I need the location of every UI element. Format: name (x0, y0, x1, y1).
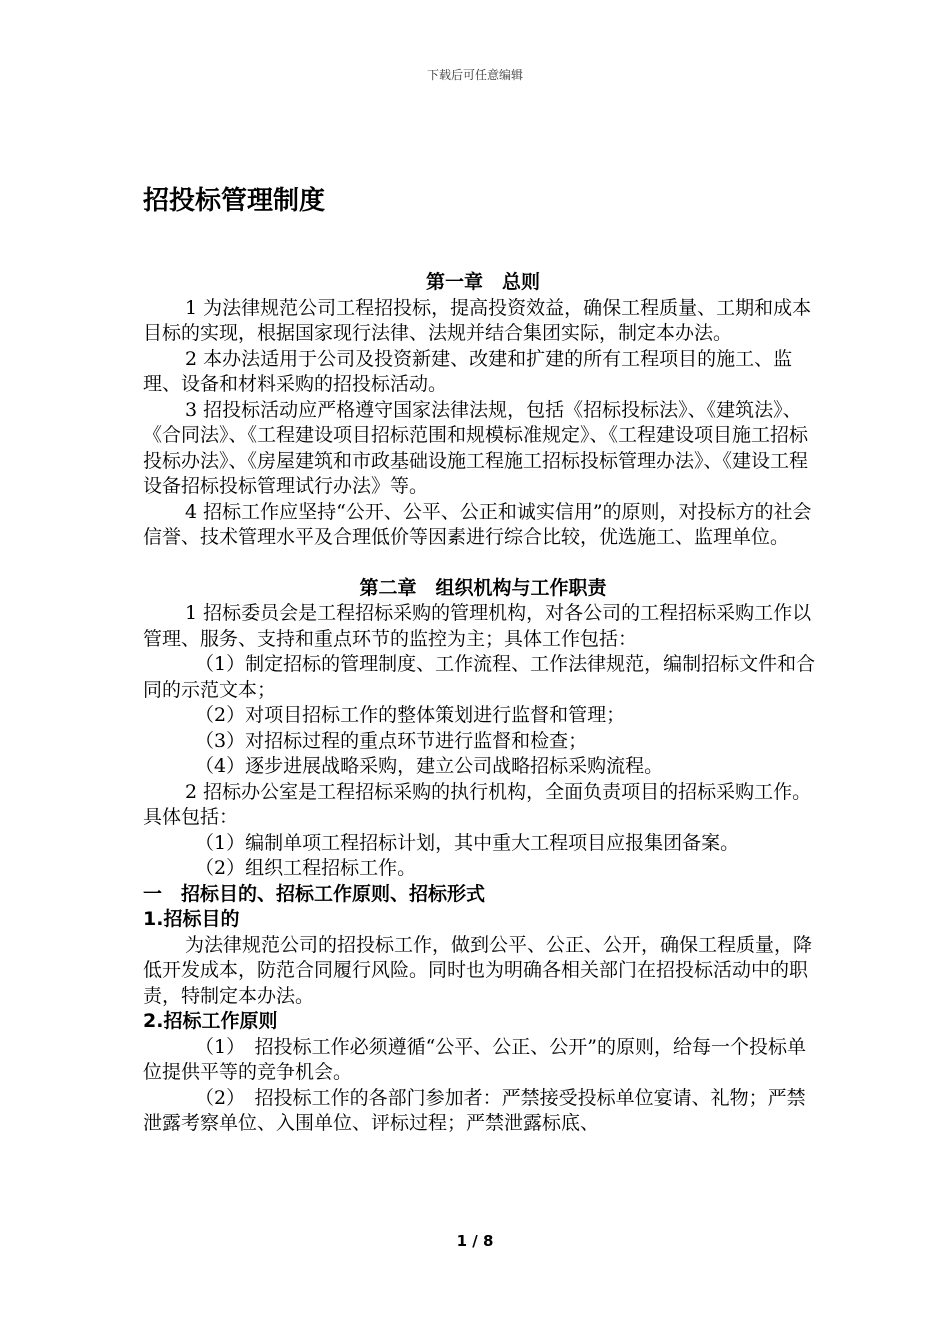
chapter-2-item-1-sub-4: （4）逐步进展战略采购，建立公司战略招标采购流程。 (195, 755, 664, 777)
header-note: 下载后可任意编辑 (426, 68, 523, 82)
page-number: 1 / 8 (456, 1232, 494, 1250)
section-1-sub-1-heading: 1.招标目的 (143, 908, 240, 930)
chapter-2-item-2-sub-1: （1）编制单项工程招标计划，其中重大工程项目应报集团备案。 (195, 831, 740, 854)
chapter-2-item-2: 2 招标办公室是工程招标采购的执行机构，全面负责项目的招标采购工作。具体包括： (143, 780, 812, 828)
chapter-1-heading: 第一章 总则 (425, 271, 540, 293)
document-title: 招投标管理制度 (143, 186, 326, 216)
chapter-1-item-1: 1 为法律规范公司工程招投标，提高投资效益，确保工程质量、工期和成本目标的实现，根据国家现行法律、法规并结合集团实际，制定本办法。 (143, 296, 812, 344)
section-1-sub-2-heading: 2.招标工作原则 (143, 1010, 278, 1032)
section-1-sub-2-item-2: （2） 招投标工作的各部门参加者：严禁接受投标单位宴请、礼物；严禁泄露考察单位、入围单位、评标过程；严禁泄露标底、 (143, 1086, 806, 1134)
section-1-sub-1-text: 为法律规范公司的招投标工作，做到公平、公正、公开，确保工程质量，降低开发成本，防范合同履行风险。同时也为明确各相关部门在招投标活动中的职责，特制定本办法。 (143, 933, 813, 1007)
chapter-2-item-1: 1 招标委员会是工程招标采购的管理机构，对各公司的工程招标采购工作以管理、服务、支持和重点环节的监控为主；具体工作包括： (143, 602, 812, 650)
chapter-1-item-4: 4 招标工作应坚持“公开、公平、公正和诚实信用”的原则，对投标方的社会信誉、技术管理水平及合理低价等因素进行综合比较，优选施工、监理单位。 (143, 500, 812, 548)
chapter-2-item-1-sub-3: （3）对招标过程的重点环节进行监督和检查； (195, 729, 588, 752)
chapter-2-heading: 第二章 组织机构与工作职责 (359, 576, 607, 599)
chapter-1-item-3: 3 招投标活动应严格遵守国家法律法规，包括《招标投标法》、《建筑法》、《合同法》、《工程建设项目招标范围和规模标准规定》、《工程建设项目施工招标投标办法》、《房屋建筑和市政基础设施工程施工招标投标管理办法》、《建设工程设备招标投标管理试行办法》等。 (143, 398, 809, 497)
chapter-2-item-1-sub-2: （2）对项目招标工作的整体策划进行监督和管理； (195, 704, 626, 726)
chapter-2-item-2-sub-2: （2）组织工程招标工作。 (195, 857, 417, 879)
section-1-sub-2-item-1: （1） 招投标工作必须遵循“公平、公正、公开”的原则，给每一个投标单位提供平等的竞争机会。 (143, 1035, 807, 1083)
chapter-1-item-2: 2 本办法适用于公司及投资新建、改建和扩建的所有工程项目的施工、监理、设备和材料采购的招投标活动。 (143, 347, 793, 395)
section-1-heading: 一 招标目的、招标工作原则、招标形式 (143, 882, 486, 905)
chapter-2-item-1-sub-1: （1）制定招标的管理制度、工作流程、工作法律规范，编制招标文件和合同的示范文本； (143, 653, 816, 701)
document-body (143, 270, 823, 1137)
